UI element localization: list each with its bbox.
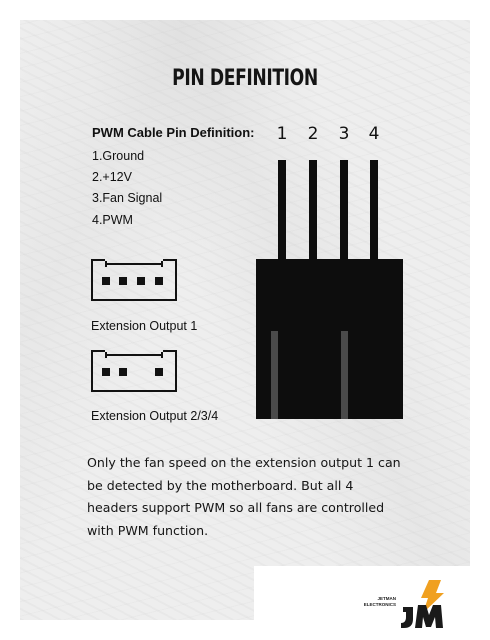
connector-slot	[341, 331, 348, 419]
header-rim	[91, 259, 105, 267]
header-rim	[163, 259, 177, 267]
pin-number-label: 1	[276, 124, 288, 144]
pwm-definition-heading: PWM Cable Pin Definition:	[92, 125, 255, 140]
header-pin	[155, 277, 163, 285]
header-pin	[102, 277, 110, 285]
extension-1-label: Extension Output 1	[91, 319, 198, 333]
logo-wordmark	[354, 596, 396, 608]
header-rim	[163, 350, 177, 358]
pin-wire	[370, 160, 378, 260]
connector-plug-body	[256, 259, 403, 419]
pin-definition-item: 1.Ground	[92, 149, 145, 163]
header-pin	[155, 368, 163, 376]
pin-wire	[309, 160, 317, 260]
header-rim	[91, 350, 105, 358]
header-pin	[119, 277, 127, 285]
header-pin	[137, 277, 145, 285]
header-rim	[105, 263, 163, 271]
logo-letter-m	[415, 605, 443, 628]
pin-definition-item: 2.+12V	[92, 170, 132, 184]
pin-number-label: 4	[368, 124, 380, 144]
pin-wire	[340, 160, 348, 260]
brand-logo	[254, 566, 470, 640]
extension-2-3-4-header-icon	[91, 352, 177, 392]
header-rim	[105, 354, 163, 362]
pin-number-label: 2	[307, 124, 319, 144]
page-title: PIN DEFINITION	[172, 66, 318, 91]
jm-logo-mark-icon	[399, 579, 445, 629]
header-pin	[119, 368, 127, 376]
logo-line-2: ELECTRONICS	[363, 602, 396, 607]
pin-wire	[278, 160, 286, 260]
extension-2-3-4-label: Extension Output 2/3/4	[91, 409, 219, 423]
extension-1-header-icon	[91, 261, 177, 301]
pin-definition-item: 4.PWM	[92, 213, 133, 227]
description-paragraph: Only the fan speed on the extension output 1 can be detected by the motherboard. But all 4 headers support PWM so all fans are controlled with PWM function.	[87, 455, 401, 538]
pin-number-label: 3	[338, 124, 350, 144]
pin-definition-item: 3.Fan Signal	[92, 191, 163, 205]
header-pin	[102, 368, 110, 376]
logo-line-1: JETMAN	[377, 596, 396, 601]
connector-slot	[271, 331, 278, 419]
logo-letter-j	[401, 607, 413, 628]
